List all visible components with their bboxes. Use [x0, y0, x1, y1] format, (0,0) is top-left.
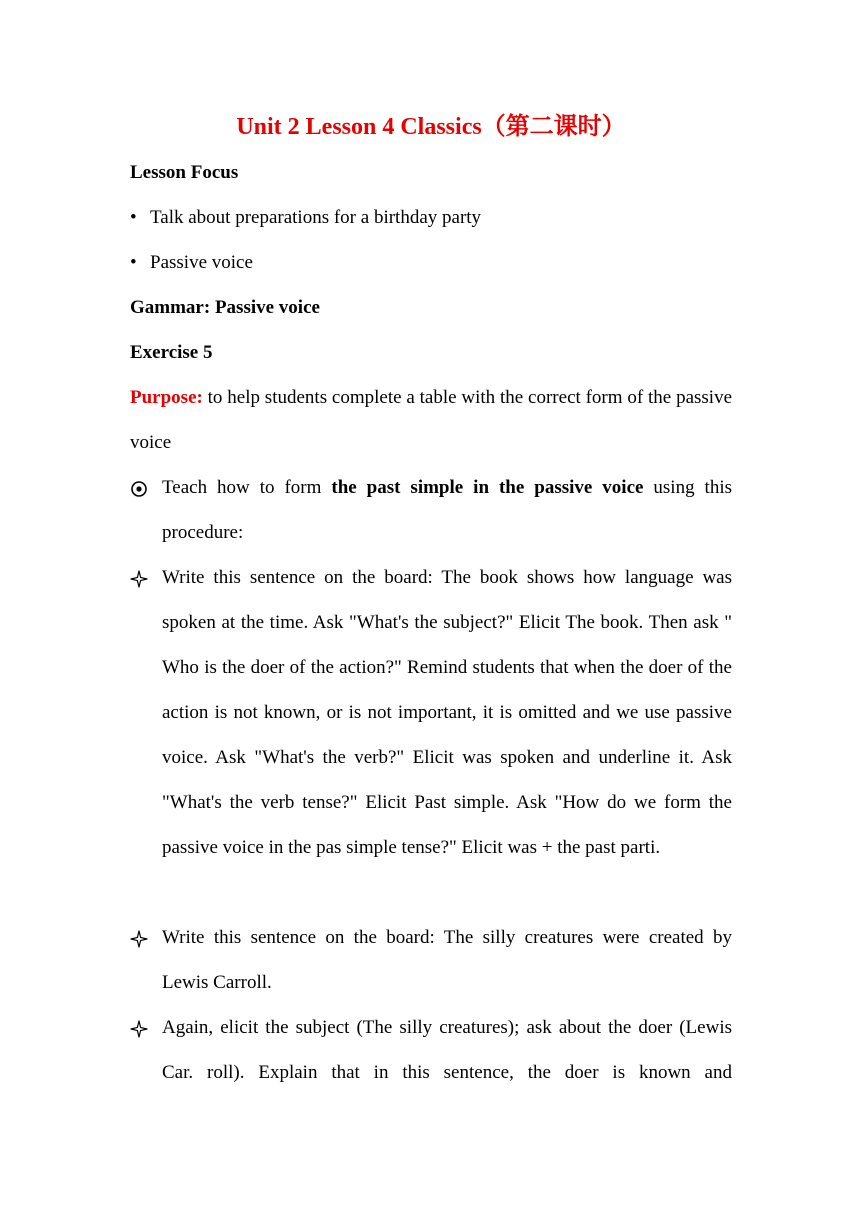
circled-dot-icon — [130, 465, 154, 510]
procedure-text: Write this sentence on the board: The silly creatures were created by Lewis Carroll. — [162, 927, 732, 993]
purpose-text: to help students complete a table with the correct form of the passive voice — [130, 387, 732, 453]
procedure-item-1 — [130, 555, 732, 870]
teach-item — [130, 465, 732, 555]
lesson-focus-heading: Lesson Focus — [130, 162, 239, 183]
focus-item-2 — [130, 240, 253, 285]
bullet-icon: • — [130, 252, 137, 273]
four-point-star-icon — [130, 915, 154, 960]
purpose-label: Purpose: — [130, 387, 203, 408]
page-title: Unit 2 Lesson 4 Classics（第二课时） — [236, 114, 626, 140]
exercise-heading: Exercise 5 — [130, 342, 213, 363]
focus-item-text: Passive voice — [150, 252, 253, 273]
focus-item-1 — [130, 195, 481, 240]
teach-text-pre: Teach how to form — [162, 477, 332, 498]
four-point-star-icon — [130, 1005, 154, 1050]
teach-text-bold: the past simple in the passive voice — [331, 477, 644, 498]
procedure-text: Again, elicit the subject (The silly creatures); ask about the doer (Lewis Car. roll). Explain that in this sentence, the doer is known and — [162, 1017, 732, 1083]
focus-item-text: Talk about preparations for a birthday party — [150, 207, 482, 228]
teach-text-post: using this procedure: — [162, 477, 733, 543]
four-point-star-icon — [130, 555, 154, 600]
grammar-heading: Gammar: Passive voice — [130, 297, 320, 318]
procedure-item-2 — [130, 915, 732, 1005]
procedure-text: Write this sentence on the board: The book shows how language was spoken at the time. Ask "What's the subject?" Elicit The book. Then ask " Who is the doer of the action?" Remind students that when the doer of the action is not known, or is not important, it is omitted and we use passive voice. Ask "What's the verb?" Elicit was spoken and underline it. Ask "What's the verb tense?" Elicit Past simple. Ask "How do we form the passive voice in the pas simple tense?" Elicit was + the past parti. — [162, 567, 732, 858]
bullet-icon: • — [130, 207, 137, 228]
purpose-paragraph — [130, 375, 732, 465]
procedure-item-3 — [130, 1005, 732, 1095]
